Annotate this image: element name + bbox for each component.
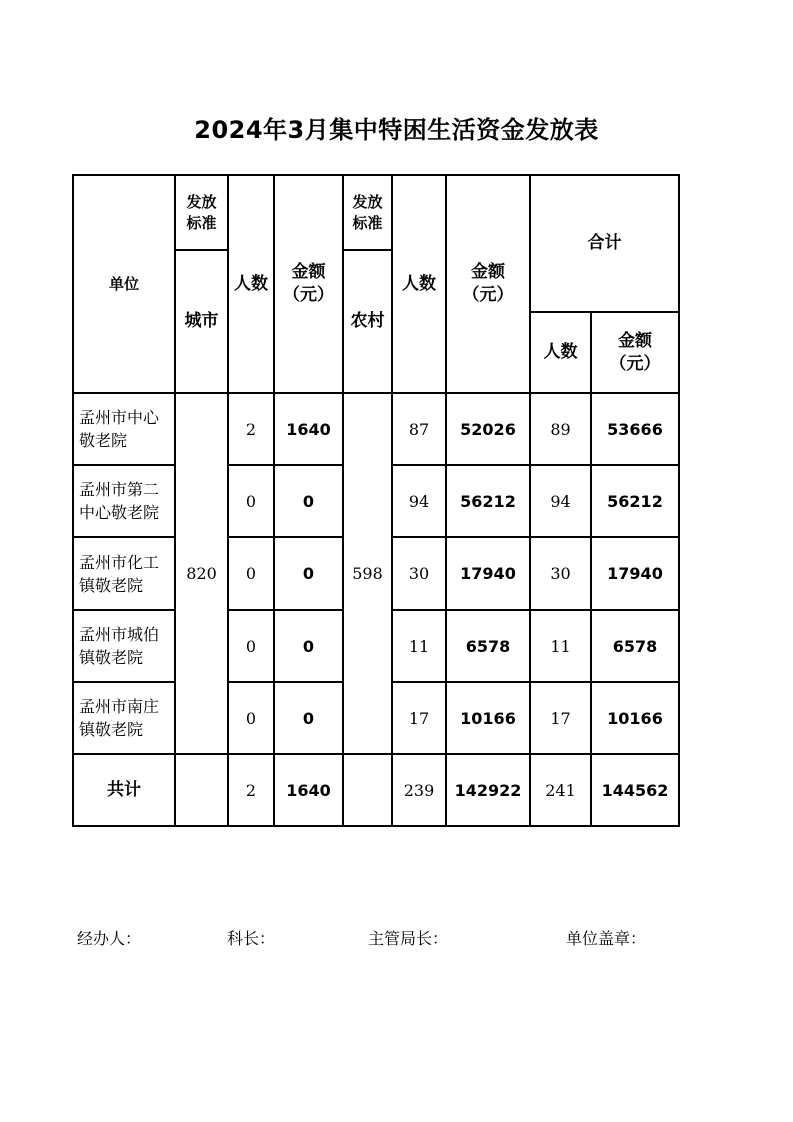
rural-amount-cell: 17940 [446, 537, 530, 610]
total-people-cell: 89 [530, 393, 591, 465]
table-row [73, 393, 679, 465]
summary-rural-amount: 142922 [446, 754, 530, 826]
row-unit-name: 孟州市中心 敬老院 [73, 393, 175, 465]
total-amount-cell: 6578 [591, 610, 679, 682]
city-people-cell: 0 [228, 537, 274, 610]
footer-seal: 单位盖章： [566, 929, 647, 948]
total-people-cell: 11 [530, 610, 591, 682]
header-city: 城市 [175, 250, 228, 393]
city-amount-cell: 0 [274, 537, 343, 610]
total-people-cell: 30 [530, 537, 591, 610]
summary-rural-people: 239 [392, 754, 446, 826]
header-rural-standard-label: 发放 标准 [343, 175, 392, 250]
header-total: 合计 [530, 175, 679, 312]
header-total-people: 人数 [530, 312, 591, 393]
footer-director: 主管局长： [368, 929, 449, 948]
rural-amount-cell: 52026 [446, 393, 530, 465]
rural-amount-cell: 10166 [446, 682, 530, 754]
header-rural: 农村 [343, 250, 392, 393]
header-unit: 单位 [73, 175, 175, 393]
header-rural-people: 人数 [392, 175, 446, 393]
city-amount-cell: 0 [274, 465, 343, 537]
allowance-table [72, 174, 680, 827]
row-unit-name: 孟州市化工 镇敬老院 [73, 537, 175, 610]
total-people-cell: 94 [530, 465, 591, 537]
summary-rural-standard-empty [343, 754, 392, 826]
page-title: 2024年3月集中特困生活资金发放表 [194, 116, 599, 144]
total-amount-cell: 17940 [591, 537, 679, 610]
footer-section-chief: 科长： [227, 929, 276, 948]
summary-city-amount: 1640 [274, 754, 343, 826]
rural-people-cell: 17 [392, 682, 446, 754]
city-amount-cell: 0 [274, 682, 343, 754]
rural-people-cell: 11 [392, 610, 446, 682]
rural-people-cell: 87 [392, 393, 446, 465]
city-amount-cell: 0 [274, 610, 343, 682]
rural-people-cell: 30 [392, 537, 446, 610]
city-standard-value: 820 [175, 393, 228, 754]
summary-total-people: 241 [530, 754, 591, 826]
city-amount-cell: 1640 [274, 393, 343, 465]
total-people-cell: 17 [530, 682, 591, 754]
city-people-cell: 2 [228, 393, 274, 465]
header-city-amount: 金额 （元） [274, 175, 343, 393]
total-amount-cell: 53666 [591, 393, 679, 465]
total-amount-cell: 10166 [591, 682, 679, 754]
rural-amount-cell: 6578 [446, 610, 530, 682]
row-unit-name: 孟州市南庄 镇敬老院 [73, 682, 175, 754]
row-unit-name: 孟州市第二 中心敬老院 [73, 465, 175, 537]
header-total-amount: 金额 （元） [591, 312, 679, 393]
header-city-people: 人数 [228, 175, 274, 393]
total-amount-cell: 56212 [591, 465, 679, 537]
summary-city-standard-empty [175, 754, 228, 826]
summary-row [73, 754, 679, 826]
rural-standard-value: 598 [343, 393, 392, 754]
city-people-cell: 0 [228, 610, 274, 682]
city-people-cell: 0 [228, 682, 274, 754]
summary-total-amount: 144562 [591, 754, 679, 826]
row-unit-name: 孟州市城伯 镇敬老院 [73, 610, 175, 682]
rural-people-cell: 94 [392, 465, 446, 537]
footer-handler: 经办人： [77, 929, 142, 948]
header-rural-amount: 金额 （元） [446, 175, 530, 393]
header-city-standard-label: 发放 标准 [175, 175, 228, 250]
summary-city-people: 2 [228, 754, 274, 826]
summary-label: 共计 [73, 754, 175, 826]
city-people-cell: 0 [228, 465, 274, 537]
rural-amount-cell: 56212 [446, 465, 530, 537]
